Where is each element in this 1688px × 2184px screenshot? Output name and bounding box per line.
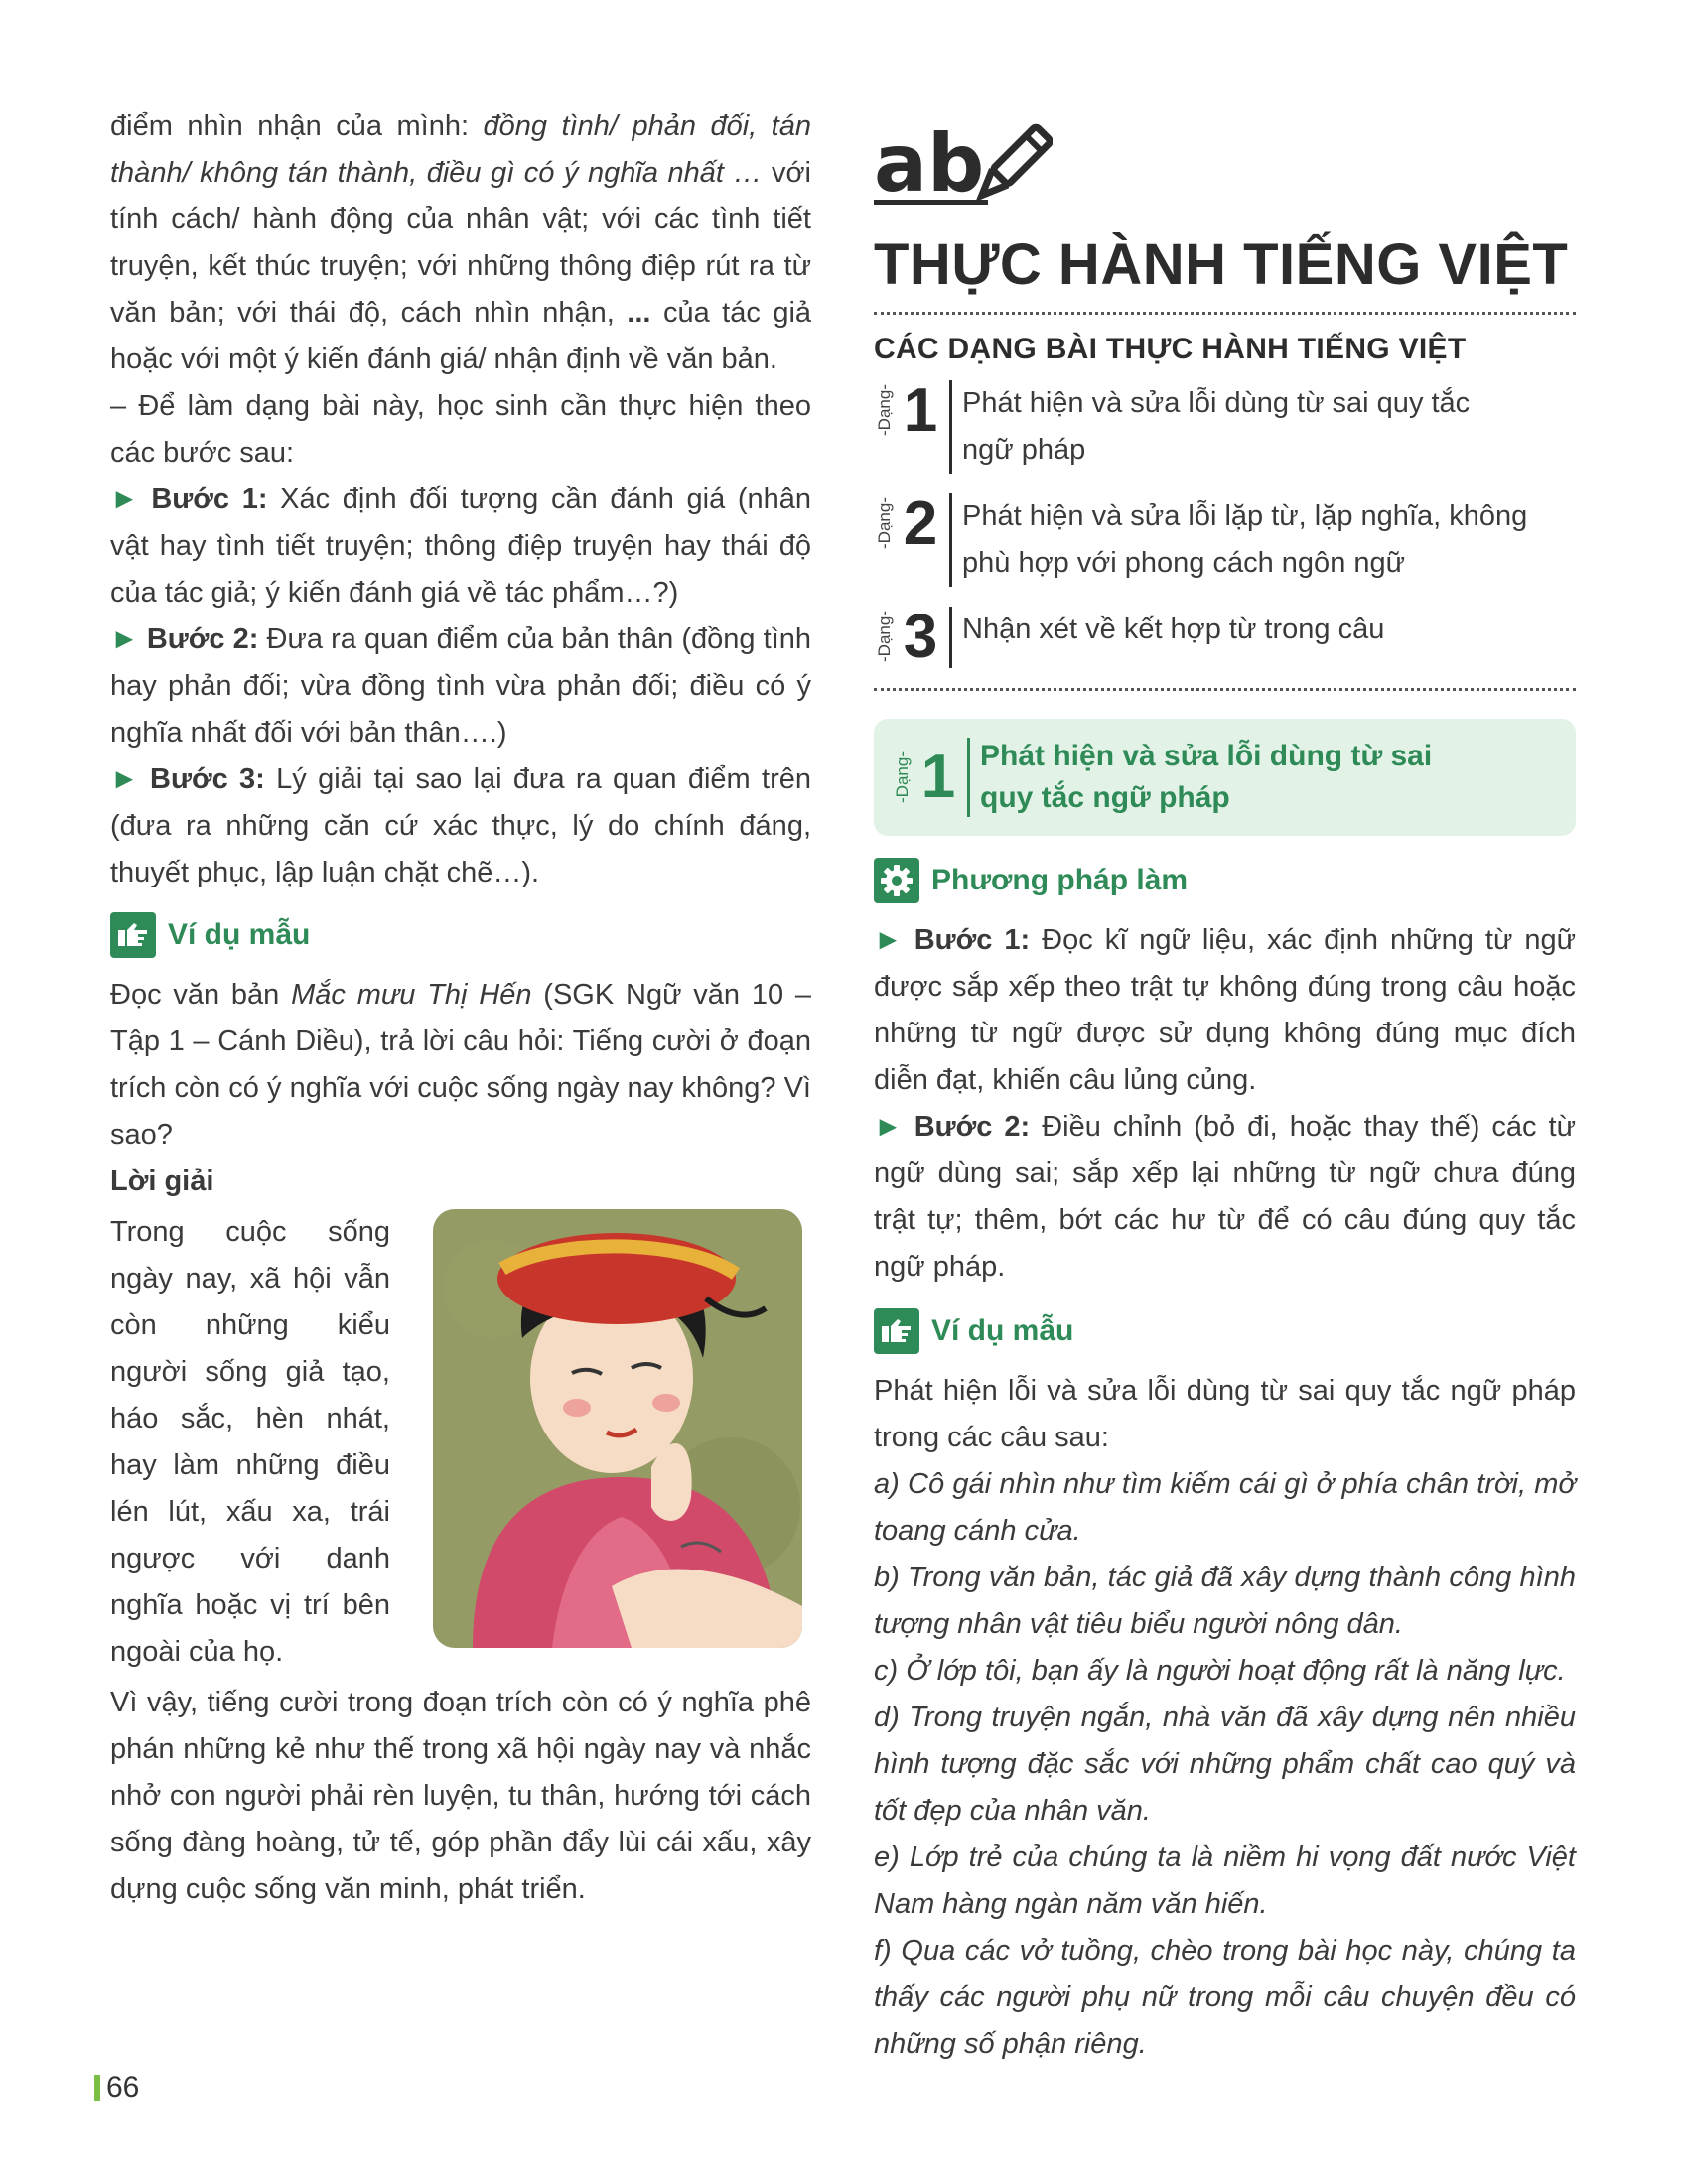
pointing-hand-icon [110,912,156,958]
method-step-1: ► Bước 1: Đọc kĩ ngữ liệu, xác định những từ ngữ được sắp xếp theo trật tự không đúng trong câu hoặc những từ ngữ được sử dụng không đúng mục đích diễn đạt, khiến câu lủng củng. [874,924,1577,1096]
ab-pencil-logo [874,111,1576,220]
dang-list [874,376,1576,671]
example-intro: Phát hiện lỗi và sửa lỗi dùng từ sai quy tắc ngữ pháp trong các câu sau: [874,1375,1576,1453]
example-question: Đọc văn bản Mắc mưu Thị Hến (SGK Ngữ văn 10 – Tập 1 – Cánh Diều), trả lời câu hỏi: Tiếng cười ở đoạn trích còn có ý nghĩa với cuộc sống ngày nay không? Vì sao? [110,979,812,1151]
dang-text: Phát hiện và sửa lỗi dùng từ sai quy tắc ngữ pháp [962,387,1471,466]
step-2: ► Bước 2: Đưa ra quan điểm của bản thân (đồng tình hay phản đối; vừa đồng tình vừa phản đối; điều có ý nghĩa nhất đối với bản thân….) [110,623,812,749]
divider [949,607,952,668]
arrow-icon: ► [110,623,139,655]
answer-title: Lời giải [110,1165,214,1197]
method-title: Phương pháp làm [931,864,1189,896]
dang-label: -Dạng- [893,751,912,803]
divider [949,493,952,587]
method-step-2: ► Bước 2: Điều chỉnh (bỏ đi, hoặc thay thế) các từ ngữ dùng sai; sắp xếp lại những từ ngữ chưa đúng trật tự; thêm, bớt các hư từ để có câu đúng quy tắc ngữ pháp. [874,1111,1577,1283]
arrow-icon: ► [110,483,139,515]
steps-intro: – Để làm dạng bài này, học sinh cần thực hiện theo các bước sau: [110,390,811,469]
dotted-divider [874,312,1576,315]
sentence-e: e) Lớp trẻ của chúng ta là niềm hi vọng đất nước Việt Nam hàng ngàn năm văn hiến. [874,1842,1576,1920]
dotted-divider [874,688,1576,691]
dang-item-1 [874,376,1576,474]
sentence-b: b) Trong văn bản, tác giả đã xây dựng thành công hình tượng nhân vật tiêu biểu người nông dân. [874,1562,1576,1640]
example-title: Ví dụ mẫu [931,1314,1074,1347]
divider [949,380,952,474]
dang-number: 1 [903,376,938,445]
step-3: ► Bước 3: Lý giải tại sao lại đưa ra quan điểm trên (đưa ra những căn cứ xác thực, lý do chính đáng, thuyết phục, lập luận chặt chẽ…). [110,763,812,888]
dang-text: Phát hiện và sửa lỗi lặp từ, lặp nghĩa, không phù hợp với phong cách ngôn ngữ [962,500,1528,579]
arrow-icon: ► [874,924,903,956]
example-title: Ví dụ mẫu [168,918,311,951]
page-number: 66 [94,2071,139,2105]
sentence-c: c) Ở lớp tôi, bạn ấy là người hoạt động rất là năng lực. [874,1655,1566,1687]
illustration-woman [433,1209,802,1648]
step-1: ► Bước 1: Xác định đối tượng cần đánh giá (nhân vật hay tình tiết truyện; thông điệp truyện hay thái độ của tác giả; ý kiến đánh giá về tác phẩm…?) [110,483,812,609]
type-1-banner [874,719,1576,836]
banner-title: Phát hiện và sửa lỗi dùng từ sai quy tắc ngữ pháp [980,740,1433,814]
page-marker [94,2075,100,2101]
divider [967,738,970,817]
answer-with-illustration [110,1209,811,1676]
logo-text: ab [874,117,985,209]
pencil-icon [974,126,1052,204]
dang-label: -Dạng- [875,384,894,436]
types-subtitle: CÁC DẠNG BÀI THỰC HÀNH TIẾNG VIỆT [874,333,1467,365]
dang-text: Nhận xét về kết hợp từ trong câu [962,614,1385,645]
left-column [110,103,811,1913]
dang-item-3 [874,603,1576,671]
sentence-d: d) Trong truyện ngắn, nhà văn đã xây dựng nên nhiều hình tượng đặc sắc với những phẩm chất cao quý và tốt đẹp của nhân văn. [874,1702,1576,1827]
intro-paragraph: điểm nhìn nhận của mình: đồng tình/ phản đối, tán thành/ không tán thành, điều gì có ý nghĩa nhất … với tính cách/ hành động của nhân vật; với các tình tiết truyện, kết thúc truyện; với những thông điệp rút ra từ văn bản; với thái độ, cách nhìn nhận, ... của tác giả hoặc với một ý kiến đánh giá/ nhận định về văn bản. [110,110,812,375]
dang-number: 2 [903,489,938,558]
method-heading [874,858,1576,903]
right-column [874,111,1576,2068]
dang-label: -Dạng- [875,497,894,549]
answer-paragraph-1: Trong cuộc sống ngày nay, xã hội vẫn còn những kiểu người sống giả tạo, háo sắc, hèn nhát, hay làm những điều lén lút, xấu xa, trái ngược với danh nghĩa hoặc vị trí bên ngoài của họ. [110,1216,390,1668]
answer-paragraph-2: Vì vậy, tiếng cười trong đoạn trích còn có ý nghĩa phê phán những kẻ như thế trong xã hội ngày nay và nhắc nhở con người phải rèn luyện, tu thân, hướng tới cách sống đàng hoàng, tử tế, góp phần đẩy lùi cái xấu, xây dựng cuộc sống văn minh, phát triển. [110,1687,811,1905]
pointing-hand-icon [874,1308,919,1354]
example-heading-right [874,1308,1576,1354]
example-heading [110,912,811,958]
section-title: THỰC HÀNH TIẾNG VIỆT [874,232,1569,297]
sentence-a: a) Cô gái nhìn như tìm kiếm cái gì ở phía chân trời, mở toang cánh cửa. [874,1468,1576,1547]
gear-icon [874,858,919,903]
dang-label: -Dạng- [875,611,894,662]
sentence-f: f) Qua các vở tuồng, chèo trong bài học này, chúng ta thấy các người phụ nữ trong mỗi câu chuyện đều có những số phận riêng. [874,1935,1576,2060]
arrow-icon: ► [110,763,139,795]
dang-number: 3 [903,603,938,671]
dang-item-2 [874,489,1576,587]
dang-number: 1 [920,743,956,811]
arrow-icon: ► [874,1111,903,1143]
